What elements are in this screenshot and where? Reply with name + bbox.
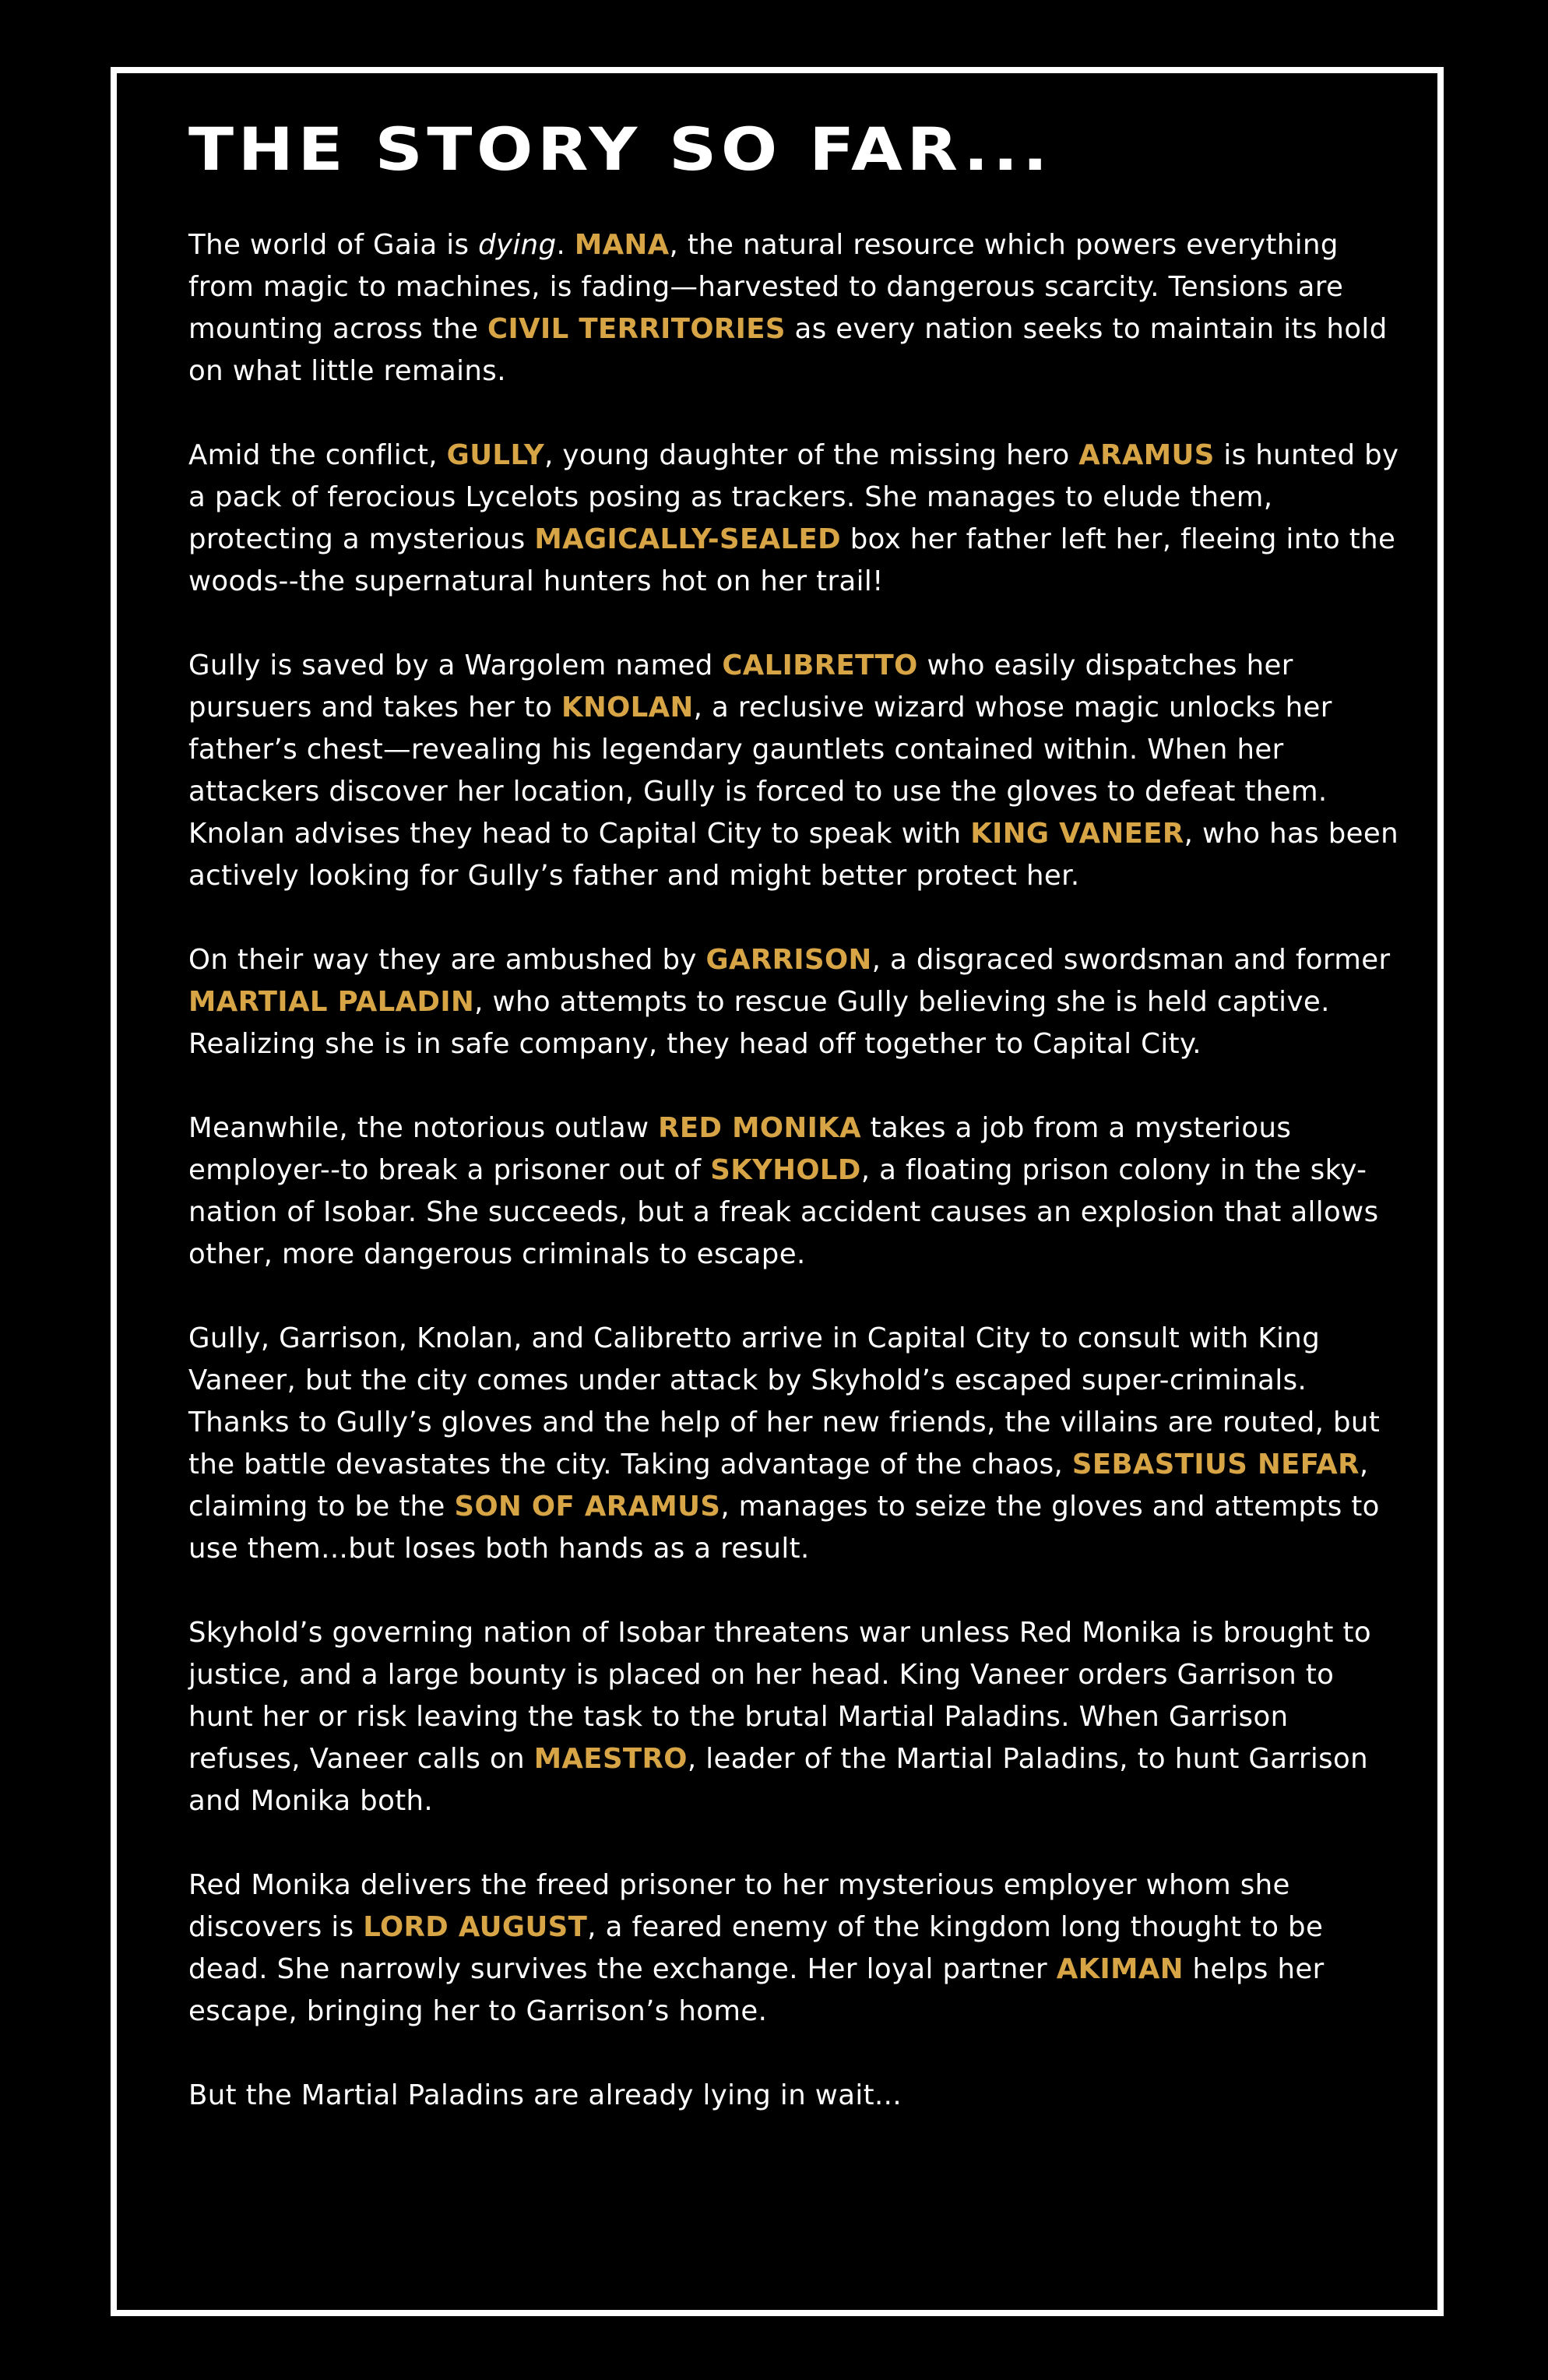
text-span: Skyhold’s governing nation of Isobar threatens war unless Red Monika is brought to justice, and a large bounty is placed on her head. King Vaneer orders Garrison to hunt her or risk leaving the task to the brutal Martial Paladins. When Garrison refuses, Vaneer calls on [188,1616,1371,1775]
highlight-term: MAGICALLY-SEALED [534,523,842,555]
text-span: Amid the conflict, [188,438,447,471]
highlight-term: GARRISON [705,943,872,976]
text-span: Meanwhile, the notorious outlaw [188,1111,659,1144]
story-paragraph-1 [188,224,1403,393]
story-paragraph-7 [188,1612,1403,1822]
text-span: helps her escape, bringing her to Garrison’s home. [188,1952,1325,2027]
story-paragraph-9 [188,2075,1403,2117]
page-title: THE STORY SO FAR... [188,114,1053,184]
text-span: But the Martial Paladins are already lying in wait... [188,2079,902,2111]
text-span: , a feared enemy of the kingdom long thought to be dead. She narrowly survives the exchange. Her loyal partner [188,1910,1324,1985]
story-paragraph-2 [188,435,1403,603]
highlight-term: SON OF ARAMUS [454,1490,721,1523]
highlight-term: ARAMUS [1078,438,1215,471]
highlight-term: SKYHOLD [710,1153,861,1186]
text-span: Gully, Garrison, Knolan, and Calibretto arrive in Capital City to consult with King Vaneer, but the city comes under attack by Skyhold’s escaped super-criminals. Thanks to Gully’s gloves and the help of her new friends, the villains are routed, but the battle devastates the city. Taking advantage of the chaos, [188,1322,1381,1480]
story-paragraph-3 [188,645,1403,897]
highlight-term: MANA [574,228,670,261]
text-span: , leader of the Martial Paladins, to hunt Garrison and Monika both. [188,1742,1369,1817]
text-span: , young daughter of the missing hero [544,438,1079,471]
text-span: , a reclusive wizard whose magic unlocks her father’s chest—revealing his legendary gauntlets contained within. When her attackers discover her location, Gully is forced to use the gloves to defeat them. Knolan advises they head to Capital City to speak with [188,691,1332,850]
page-border-frame [111,67,1444,2316]
text-span: , the natural resource which powers everything from magic to machines, is fading—harvested to dangerous scarcity. Tensions are mounting across the [188,228,1344,345]
text-span: On their way they are ambushed by [188,943,706,976]
text-span: Red Monika delivers the freed prisoner to her mysterious employer whom she discovers is [188,1868,1290,1943]
text-span: , a floating prison colony in the sky-nation of Isobar. She succeeds, but a freak accident causes an explosion that allows other, more dangerous criminals to escape. [188,1153,1379,1270]
emphasis-word: dying [478,228,557,261]
text-span: Gully is saved by a Wargolem named [188,649,723,681]
text-span: who easily dispatches her pursuers and takes her to [188,649,1293,724]
highlight-term: SEBASTIUS NEFAR [1071,1448,1360,1480]
text-span: . [556,228,575,261]
text-span: , claiming to be the [188,1448,1369,1523]
text-span: , who has been actively looking for Gully’s father and might better protect her. [188,817,1399,892]
text-span: takes a job from a mysterious employer--to break a prisoner out of [188,1111,1292,1186]
text-span: is hunted by a pack of ferocious Lycelots posing as trackers. She manages to elude them, protecting a mysterious [188,438,1399,555]
text-span: box her father left her, fleeing into the woods--the supernatural hunters hot on her trail! [188,523,1396,597]
text-span: as every nation seeks to maintain its hold on what little remains. [188,312,1388,387]
highlight-term: AKIMAN [1056,1952,1184,1985]
story-paragraph-8 [188,1864,1403,2033]
text-span: , a disgraced swordsman and former [871,943,1391,976]
highlight-term: MARTIAL PALADIN [188,985,475,1018]
story-paragraph-6 [188,1318,1403,1570]
highlight-term: RED MONIKA [658,1111,861,1144]
highlight-term: CIVIL TERRITORIES [487,312,786,345]
text-span: , manages to seize the gloves and attempts to use them...but loses both hands as a result. [188,1490,1380,1565]
highlight-term: MAESTRO [533,1742,688,1775]
text-span: , who attempts to rescue Gully believing she is held captive. Realizing she is in safe company, they head off together to Capital City. [188,985,1330,1060]
story-content [188,114,1403,2159]
highlight-term: GULLY [446,438,545,471]
text-span: The world of Gaia is [188,228,479,261]
highlight-term: CALIBRETTO [722,649,918,681]
story-paragraph-5 [188,1107,1403,1276]
story-paragraph-4 [188,939,1403,1065]
highlight-term: KING VANEER [970,817,1184,850]
highlight-term: KNOLAN [561,691,694,724]
highlight-term: LORD AUGUST [363,1910,588,1943]
